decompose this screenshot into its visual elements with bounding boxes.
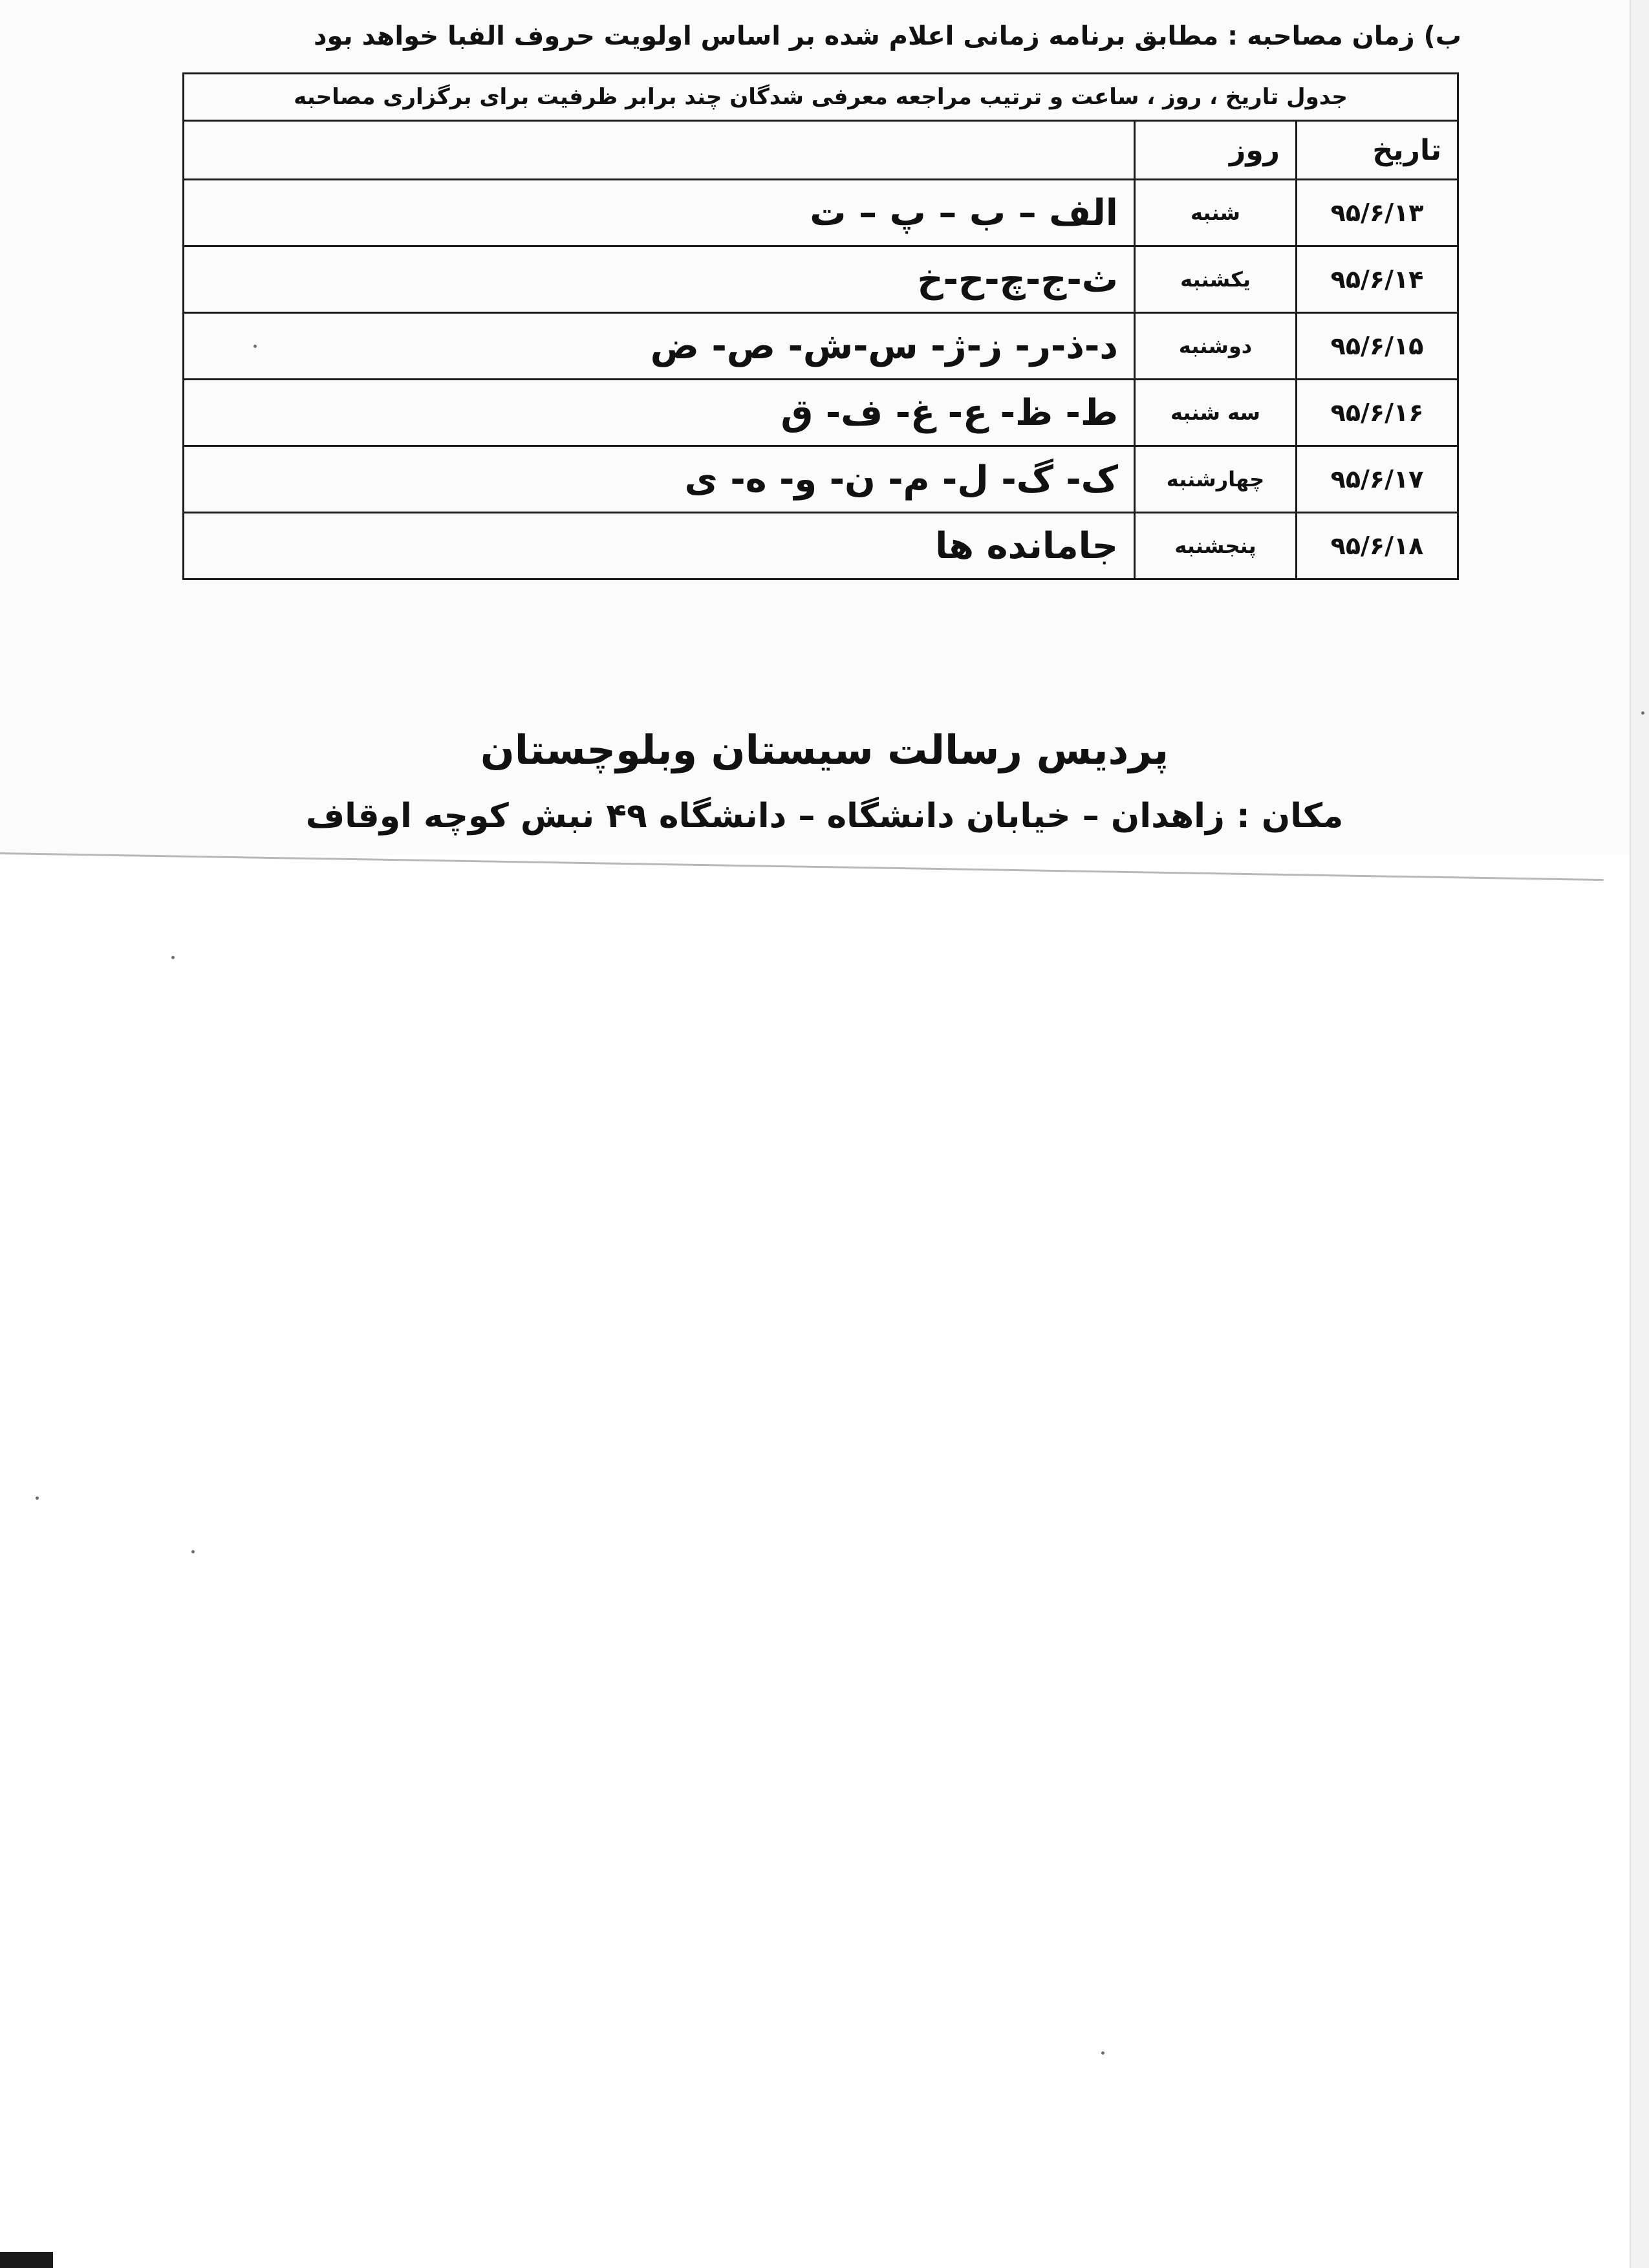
scan-speck xyxy=(253,345,257,348)
scan-speck xyxy=(191,1550,195,1553)
interview-location: مکان : زاهدان – خیابان دانشگاه – دانشگاه ۴۹ نبش کوچه اوقاف xyxy=(305,797,1344,836)
row-day: چهارشنبه xyxy=(1135,446,1297,513)
row-day: شنبه xyxy=(1135,180,1297,246)
interview-time-note: ب) زمان مصاحبه : مطابق برنامه زمانی اعلام شده بر اساس اولویت حروف الفبا خواهد بود xyxy=(314,21,1461,51)
header-date: تاریخ xyxy=(1297,121,1458,180)
row-date: ۹۵/۶/۱۴ xyxy=(1297,246,1458,313)
paper-fold-edge xyxy=(0,852,1604,881)
table-row xyxy=(184,446,1458,513)
header-day: روز xyxy=(1135,121,1297,180)
scan-speck xyxy=(36,1496,39,1500)
row-day: دوشنبه xyxy=(1135,313,1297,380)
scan-right-border xyxy=(1630,0,1649,2268)
row-day: پنجشنبه xyxy=(1135,513,1297,579)
row-date: ۹۵/۶/۱۳ xyxy=(1297,180,1458,246)
scanner-stamp xyxy=(0,2252,53,2268)
row-date: ۹۵/۶/۱۷ xyxy=(1297,446,1458,513)
table-row xyxy=(184,513,1458,579)
scan-speck xyxy=(171,956,175,959)
table-header-row xyxy=(184,121,1458,180)
row-date: ۹۵/۶/۱۵ xyxy=(1297,313,1458,380)
row-letters: جامانده ها xyxy=(184,513,1135,579)
scan-speck xyxy=(1641,711,1644,715)
table-row xyxy=(184,380,1458,446)
table-caption-row xyxy=(184,74,1458,121)
row-date: ۹۵/۶/۱۶ xyxy=(1297,380,1458,446)
scan-speck xyxy=(1101,2051,1105,2055)
row-letters: د-ذ-ر- ز-ژ- س-ش- ص- ض xyxy=(184,313,1135,380)
row-day: سه شنبه xyxy=(1135,380,1297,446)
table-row xyxy=(184,246,1458,313)
row-letters: الف – ب – پ – ت xyxy=(184,180,1135,246)
row-day: یکشنبه xyxy=(1135,246,1297,313)
row-date: ۹۵/۶/۱۸ xyxy=(1297,513,1458,579)
table-caption: جدول تاریخ ، روز ، ساعت و ترتیب مراجعه معرفی شدگان چند برابر ظرفیت برای برگزاری مصاحبه xyxy=(184,74,1458,121)
header-letters xyxy=(184,121,1135,180)
table-row xyxy=(184,313,1458,380)
row-letters: ک- گ- ل- م- ن- و- ه- ی xyxy=(184,446,1135,513)
table-row xyxy=(184,180,1458,246)
row-letters: ط- ظ- ع- غ- ف- ق xyxy=(184,380,1135,446)
interview-schedule-table xyxy=(182,72,1459,580)
campus-name: پردیس رسالت سیستان وبلوچستان xyxy=(480,726,1169,773)
row-letters: ث-ج-چ-ح-خ xyxy=(184,246,1135,313)
